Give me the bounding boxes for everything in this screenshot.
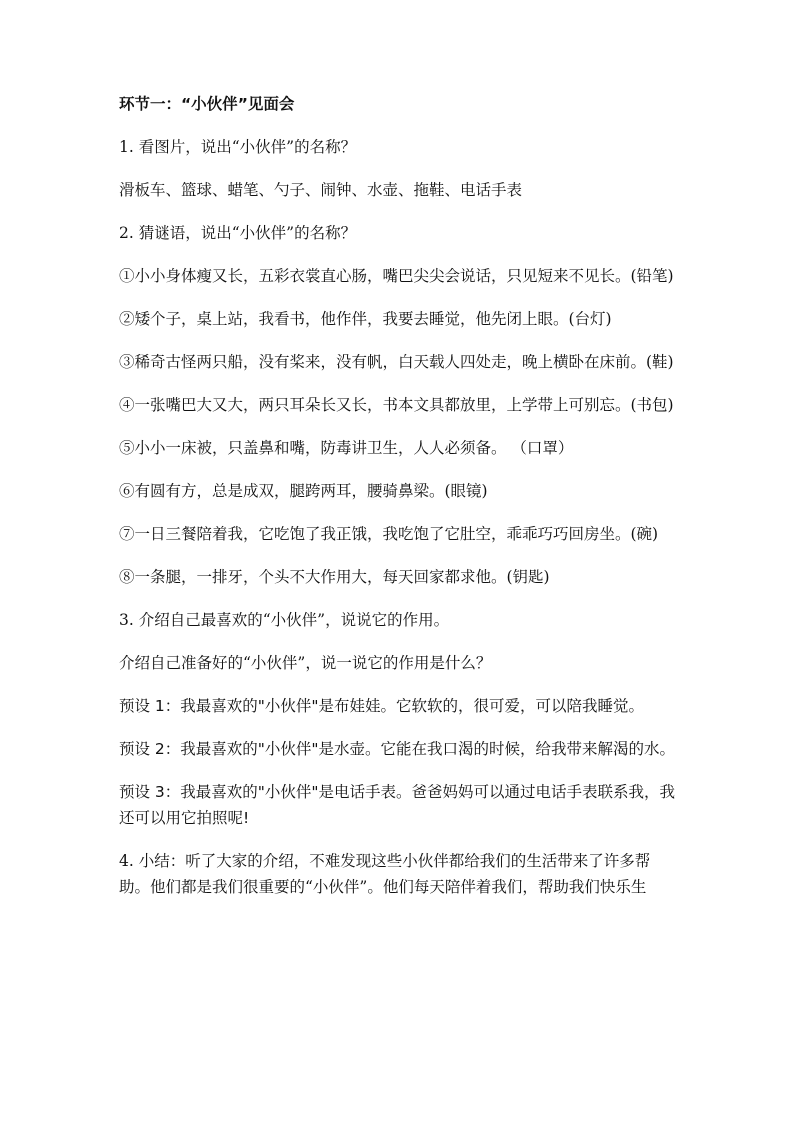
preset-1: 预设 1：我最喜欢的"小伙伴"是布娃娃。它软软的，很可爱，可以陪我睡觉。 bbox=[119, 697, 645, 715]
question-1: 1. 看图片，说出“小伙伴”的名称？ bbox=[119, 138, 357, 156]
riddle-1: ①小小身体瘦又长，五彩衣裳直心肠，嘴巴尖尖会说话，只见短来不见长。(铅笔) bbox=[119, 267, 674, 285]
riddle-3: ③稀奇古怪两只船，没有桨来，没有帆，白天载人四处走，晚上横卧在床前。(鞋) bbox=[119, 353, 674, 371]
riddle-8: ⑧一条腿，一排牙，个头不大作用大，每天回家都求他。(钥匙) bbox=[119, 568, 550, 586]
preset-2: 预设 2：我最喜欢的"小伙伴"是水壶。它能在我口渴的时候，给我带来解渴的水。 bbox=[119, 740, 676, 758]
riddle-6: ⑥有圆有方，总是成双，腿跨两耳，腰骑鼻梁。(眼镜) bbox=[119, 482, 488, 500]
riddle-5: ⑤小小一床被，只盖鼻和嘴，防毒讲卫生，人人必须备。 （口罩） bbox=[119, 439, 574, 457]
riddle-4: ④一张嘴巴大又大，两只耳朵长又长，书本文具都放里，上学带上可别忘。(书包) bbox=[119, 396, 674, 414]
summary: 4. 小结：听了大家的介绍，不难发现这些小伙伴都给我们的生活带来了许多帮助。他们都是我们很重要的“小伙伴”。他们每天陪伴着我们，帮助我们快乐生 bbox=[119, 852, 651, 896]
question-2: 2. 猜谜语，说出“小伙伴”的名称？ bbox=[119, 224, 357, 242]
riddle-7: ⑦一日三餐陪着我，它吃饱了我正饿，我吃饱了它肚空，乖乖巧巧回房坐。(碗) bbox=[119, 525, 659, 543]
document-body bbox=[119, 91, 679, 917]
preset-3: 预设 3：我最喜欢的"小伙伴"是电话手表。爸爸妈妈可以通过电话手表联系我，我还可以用它拍照呢! bbox=[119, 783, 676, 827]
riddle-2: ②矮个子，桌上站，我看书，他作伴，我要去睡觉，他先闭上眼。(台灯) bbox=[119, 310, 612, 328]
question-1-answer: 滑板车、篮球、蜡笔、勺子、闹钟、水壶、拖鞋、电话手表 bbox=[119, 181, 523, 199]
question-3-prompt: 介绍自己准备好的“小伙伴”，说一说它的作用是什么？ bbox=[119, 654, 492, 672]
section-title: 环节一：“小伙伴”见面会 bbox=[119, 95, 295, 113]
question-3: 3. 介绍自己最喜欢的“小伙伴”，说说它的作用。 bbox=[119, 611, 450, 629]
